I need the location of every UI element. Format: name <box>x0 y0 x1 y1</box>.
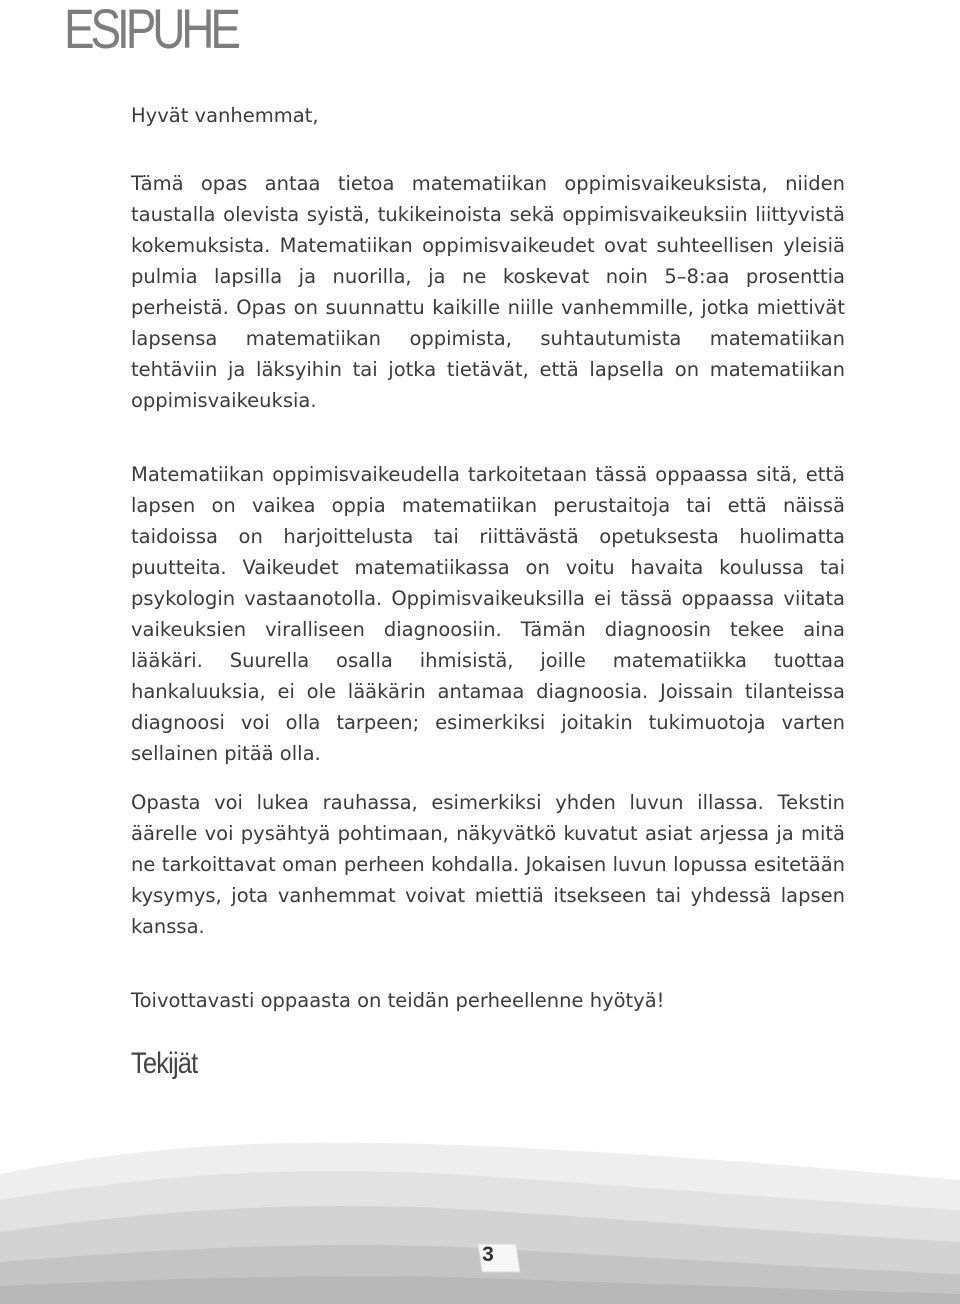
paragraph-intro: Tämä opas antaa tietoa matematiikan oppimisvaikeuksista, niiden taustalla olevista syistä, tukikeinoista sekä oppimisvaikeuksiin liittyvistä kokemuksista. Matematiikan oppimisvaikeudet ovat suhteellisen yleisiä pulmia lapsilla ja nuorilla, ja ne koskevat noin 5–8:aa prosenttia perheistä. Opas on suunnattu kaikille niille vanhemmille, jotka miettivät lapsensa matematiikan oppimista, suhtautumista matematiikan tehtäviin ja läksyihin tai jotka tietävät, että lapsella on matematiikan oppimisvaikeuksia. <box>131 172 845 412</box>
decorative-wave-footer <box>0 1136 960 1304</box>
page-number: 3 <box>482 1243 494 1266</box>
signature: Tekijät <box>131 1047 198 1080</box>
page-title: ESIPUHE <box>64 0 237 60</box>
paragraph-closing: Toivottavasti oppaasta on teidän perheellenne hyötyä! <box>131 989 665 1012</box>
greeting: Hyvät vanhemmat, <box>131 104 319 127</box>
paragraph-definition: Matematiikan oppimisvaikeudella tarkoitetaan tässä oppaassa sitä, että lapsen on vaikea oppia matematiikan perustaitoja tai että näissä taidoissa on harjoittelusta tai riittävästä opetuksesta huolimatta puutteita. Vaikeudet matematiikassa on voitu havaita koulussa tai psykologin vastaanotolla. Oppimisvaikeuksilla ei tässä oppaassa viitata vaikeuksien viralliseen diagnoosiin. Tämän diagnoosin tekee aina lääkäri. Suurella osalla ihmisistä, joille matematiikka tuottaa hankaluuksia, ei ole lääkärin antamaa diagnoosia. Joissain tilanteissa diagnoosi voi olla tarpeen; esimerkiksi joitakin tukimuotoja varten sellainen pitää olla. <box>131 463 845 765</box>
paragraph-reading-guide: Opasta voi lukea rauhassa, esimerkiksi yhden luvun illassa. Tekstin äärelle voi pysähtyä pohtimaan, näkyvätkö kuvatut asiat arjessa ja mitä ne tarkoittavat oman perheen kohdalla. Jokaisen luvun lopussa esitetään kysymys, jota vanhemmat voivat miettiä itsekseen tai yhdessä lapsen kanssa. <box>131 791 845 938</box>
